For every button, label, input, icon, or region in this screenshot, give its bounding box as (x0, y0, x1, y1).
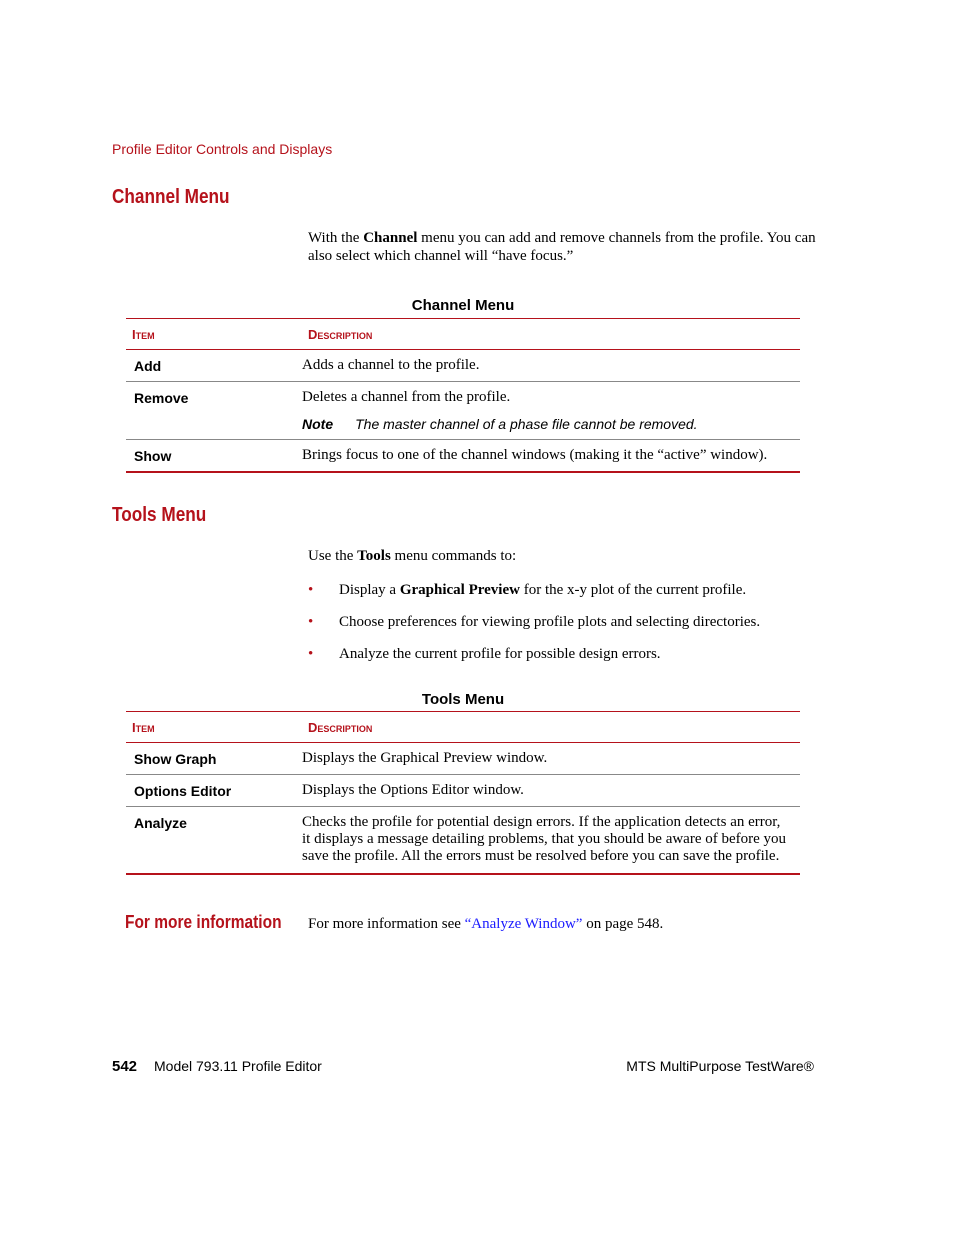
channel-table-caption: Channel Menu (411, 297, 515, 314)
desc-text: Deletes a channel from the profile. (302, 389, 511, 405)
list-item: • Display a Graphical Preview for the x-y plot of the current profile. (308, 582, 747, 598)
table-cell-desc (294, 382, 800, 440)
table-header-row (126, 712, 800, 743)
column-header-description: Description (294, 319, 800, 350)
table-row (126, 743, 800, 775)
table-row (126, 440, 800, 473)
bullet-icon: • (308, 614, 314, 630)
column-header-item: Item (126, 712, 294, 743)
column-header-description: Description (294, 712, 800, 743)
more-info-heading: For more information (125, 912, 282, 932)
table-cell-item: Show (126, 440, 294, 473)
channel-intro: With the Channel menu you can add and remove channels from the profile. You can also select which channel will “have focus.” (308, 230, 816, 264)
table-cell-item: Add (126, 350, 294, 382)
table-cell-desc: Brings focus to one of the channel windows (making it the “active” window). (294, 440, 800, 473)
table-header-row (126, 319, 800, 350)
note (302, 416, 792, 433)
table-cell-item: Options Editor (126, 775, 294, 807)
table-cell-desc: Displays the Options Editor window. (294, 775, 800, 807)
table-row (126, 807, 800, 875)
footer-left-title: Model 793.11 Profile Editor (154, 1058, 322, 1074)
table-cell-desc: Displays the Graphical Preview window. (294, 743, 800, 775)
page-number: 542 (112, 1058, 138, 1075)
table-cell-item: Remove (126, 382, 294, 440)
bullet-icon: • (308, 646, 314, 662)
channel-menu-heading: Channel Menu (112, 186, 230, 208)
table-cell-item: Show Graph (126, 743, 294, 775)
list-item: • Analyze the current profile for possible design errors. (308, 646, 661, 662)
tools-bullet-list (308, 581, 818, 677)
table-cell-desc: Adds a channel to the profile. (294, 350, 800, 382)
running-head: Profile Editor Controls and Displays (112, 141, 333, 157)
table-row (126, 775, 800, 807)
note-text: The master channel of a phase file cannot be removed. (355, 416, 698, 432)
table-cell-desc: Checks the profile for potential design errors. If the application detects an error, it displays a message detailing problems, that you should be aware of before you save the profile. All the errors must be resolved before you can save the profile. (294, 807, 800, 875)
tools-table-caption: Tools Menu (421, 691, 505, 708)
column-header-item: Item (126, 319, 294, 350)
list-item: • Choose preferences for viewing profile plots and selecting directories. (308, 614, 761, 630)
channel-menu-table (126, 318, 800, 473)
note-label: Note (302, 416, 334, 432)
table-row (126, 350, 800, 382)
analyze-window-link[interactable]: “Analyze Window” (464, 916, 583, 932)
table-cell-item: Analyze (126, 807, 294, 875)
table-row (126, 382, 800, 440)
tools-intro-bold: Tools (357, 548, 391, 564)
footer-right-title: MTS MultiPurpose TestWare® (626, 1058, 814, 1074)
tools-menu-table (126, 711, 800, 875)
tools-menu-heading: Tools Menu (112, 504, 207, 526)
tools-intro: Use the Tools menu commands to: (308, 548, 517, 564)
channel-intro-bold: Channel (363, 230, 418, 246)
bullet-icon: • (308, 582, 314, 598)
more-info-text: For more information see “Analyze Window” on page 548. (308, 916, 664, 932)
